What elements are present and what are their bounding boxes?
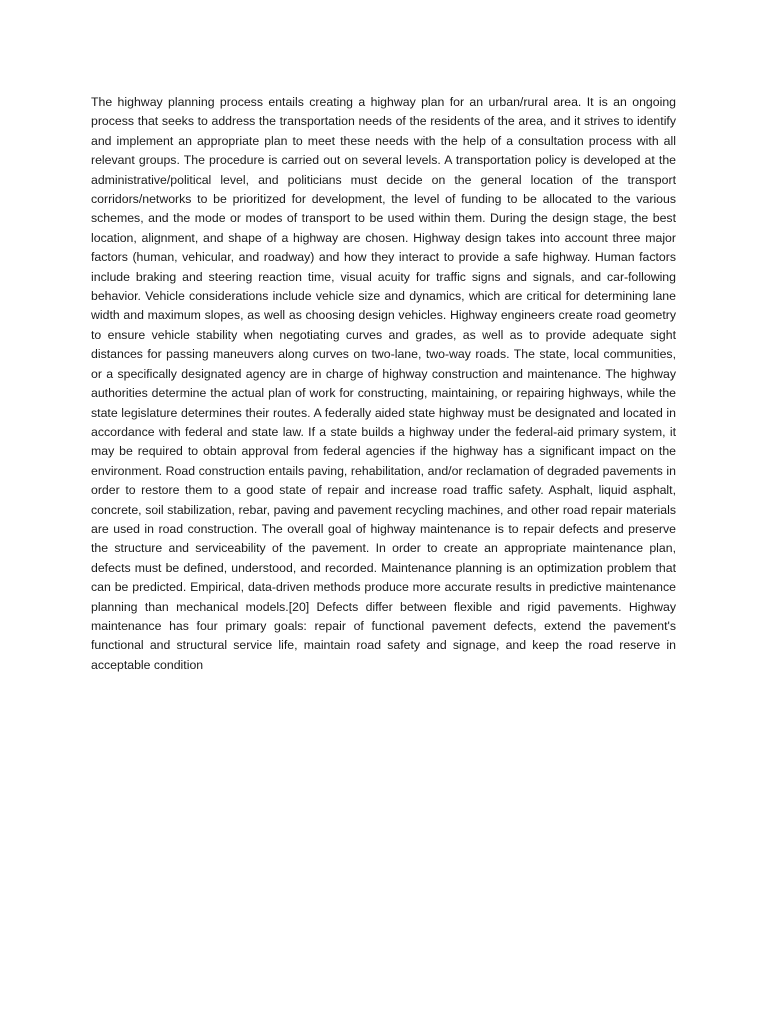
body-paragraph: The highway planning process entails creating a highway plan for an urban/rural area. It is an ongoing process that seeks to address the transportation needs of the residents of the area, and it strives to identify and implement an appropriate plan to meet these needs with the help of a consultation process with all relevant groups. The procedure is carried out on several levels. A transportation policy is developed at the administrative/political level, and politicians must decide on the general location of the transport corridors/networks to be prioritized for development, the level of funding to be allocated to the various schemes, and the mode or modes of transport to be used within them. During the design stage, the best location, alignment, and shape of a highway are chosen. Highway design takes into account three major factors (human, vehicular, and roadway) and how they interact to provide a safe highway. Human factors include braking and steering reaction time, visual acuity for traffic signs and signals, and car-following behavior. Vehicle considerations include vehicle size and dynamics, which are critical for determining lane width and maximum slopes, as well as choosing design vehicles. Highway engineers create road geometry to ensure vehicle stability when negotiating curves and grades, as well as to provide adequate sight distances for passing maneuvers along curves on two-lane, two-way roads. The state, local communities, or a specifically designated agency are in charge of highway construction and maintenance. The highway authorities determine the actual plan of work for constructing, maintaining, or repairing highways, while the state legislature determines their routes. A federally aided state highway must be designated and located in accordance with federal and state law. If a state builds a highway under the federal-aid primary system, it may be required to obtain approval from federal agencies if the highway has a significant impact on the environment. Road construction entails paving, rehabilitation, and/or reclamation of degraded pavements in order to restore them to a good state of repair and increase road traffic safety. Asphalt, liquid asphalt, concrete, soil stabilization, rebar, paving and pavement recycling machines, and other road repair materials are used in road construction. The overall goal of highway maintenance is to repair defects and preserve the structure and serviceability of the pavement. In order to create an appropriate maintenance plan, defects must be defined, understood, and recorded. Maintenance planning is an optimization problem that can be predicted. Empirical, data-driven methods produce more accurate results in predictive maintenance planning than mechanical models.[20] Defects differ between flexible and rigid pavements. Highway maintenance has four primary goals: repair of functional pavement defects, extend the pavement's functional and structural service life, maintain road safety and signage, and keep the road reserve in acceptable condition <box>91 95 676 672</box>
